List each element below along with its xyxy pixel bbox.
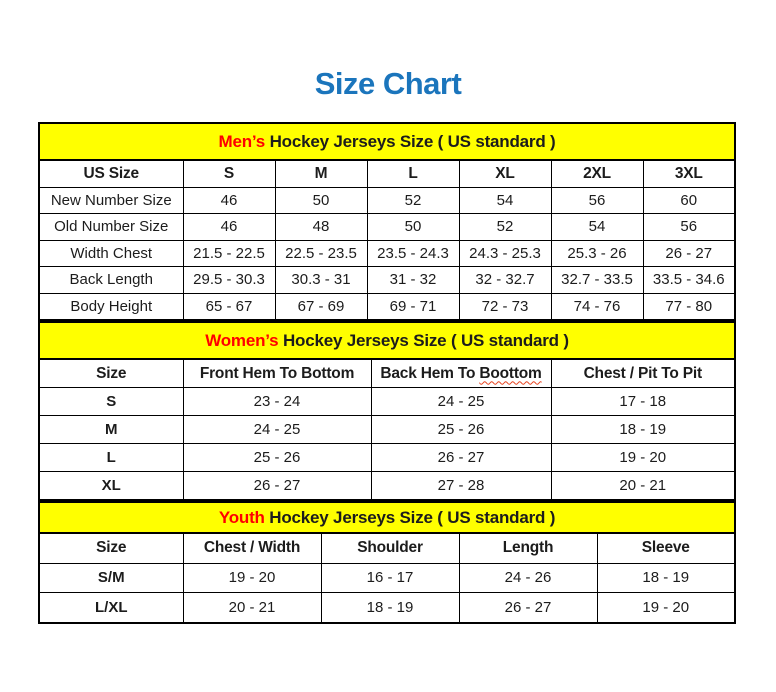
row-label: L/XL: [39, 593, 183, 623]
column-header: Shoulder: [321, 533, 459, 563]
size-cell: 18 - 19: [321, 593, 459, 623]
size-tables-container: [38, 122, 735, 624]
size-cell: 24 - 25: [371, 388, 551, 416]
size-cell: 19 - 20: [183, 563, 321, 593]
size-cell: 46: [183, 214, 275, 241]
mens-table-banner: [39, 123, 735, 160]
table-row: [39, 187, 735, 214]
size-cell: 29.5 - 30.3: [183, 267, 275, 294]
size-cell: 30.3 - 31: [275, 267, 367, 294]
row-label: New Number Size: [39, 187, 183, 214]
column-header: M: [275, 160, 367, 187]
page-title: Size Chart: [314, 66, 462, 101]
size-cell: 52: [459, 214, 551, 241]
mens-size-table: [38, 122, 736, 321]
column-header: L: [367, 160, 459, 187]
size-cell: 54: [459, 187, 551, 214]
size-cell: 26 - 27: [183, 472, 371, 501]
size-cell: 23.5 - 24.3: [367, 240, 459, 267]
size-cell: 67 - 69: [275, 293, 367, 320]
column-header: 2XL: [551, 160, 643, 187]
size-cell: 25 - 26: [371, 416, 551, 444]
size-cell: 65 - 67: [183, 293, 275, 320]
womens-banner-row: [39, 322, 735, 359]
youth-banner-highlight: Youth: [218, 507, 265, 527]
size-cell: 60: [643, 187, 735, 214]
youth-header-row: [39, 533, 735, 563]
size-cell: 52: [367, 187, 459, 214]
size-cell: 24 - 25: [183, 416, 371, 444]
size-cell: 20 - 21: [551, 472, 735, 501]
size-cell: 22.5 - 23.5: [275, 240, 367, 267]
column-header: XL: [459, 160, 551, 187]
size-cell: 19 - 20: [597, 593, 735, 623]
size-cell: 25.3 - 26: [551, 240, 643, 267]
row-label: S: [39, 388, 183, 416]
column-header: Length: [459, 533, 597, 563]
womens-banner-rest: Hockey Jerseys Size ( US standard ): [278, 330, 569, 350]
size-cell: 74 - 76: [551, 293, 643, 320]
size-cell: 56: [643, 214, 735, 241]
size-cell: 54: [551, 214, 643, 241]
size-cell: 26 - 27: [371, 444, 551, 472]
mens-header-row: [39, 160, 735, 187]
size-cell: 20 - 21: [183, 593, 321, 623]
table-row: [39, 472, 735, 501]
size-cell: 77 - 80: [643, 293, 735, 320]
table-row: [39, 267, 735, 294]
womens-header-row: [39, 359, 735, 388]
table-row: [39, 444, 735, 472]
youth-table-banner: [39, 502, 735, 533]
size-cell: 50: [275, 187, 367, 214]
column-header: Size: [39, 533, 183, 563]
column-header: Size: [39, 359, 183, 388]
column-header: US Size: [39, 160, 183, 187]
column-header: Sleeve: [597, 533, 735, 563]
womens-table-banner: [39, 322, 735, 359]
size-cell: 56: [551, 187, 643, 214]
misspelled-word-squiggle: Boottom: [479, 364, 542, 382]
row-label: M: [39, 416, 183, 444]
size-cell: 50: [367, 214, 459, 241]
size-cell: 48: [275, 214, 367, 241]
mens-banner-highlight: Men’s: [218, 131, 266, 151]
column-header: 3XL: [643, 160, 735, 187]
row-label: XL: [39, 472, 183, 501]
size-cell: 21.5 - 22.5: [183, 240, 275, 267]
row-label: S/M: [39, 563, 183, 593]
table-row: [39, 593, 735, 623]
size-cell: 25 - 26: [183, 444, 371, 472]
size-cell: 16 - 17: [321, 563, 459, 593]
row-label: Width Chest: [39, 240, 183, 267]
column-header: S: [183, 160, 275, 187]
row-label: L: [39, 444, 183, 472]
size-cell: 18 - 19: [551, 416, 735, 444]
mens-banner-row: [39, 123, 735, 160]
row-label: Back Length: [39, 267, 183, 294]
size-cell: 17 - 18: [551, 388, 735, 416]
size-cell: 26 - 27: [643, 240, 735, 267]
womens-banner-highlight: Women’s: [205, 330, 279, 350]
table-row: [39, 416, 735, 444]
size-cell: 32.7 - 33.5: [551, 267, 643, 294]
table-row: [39, 563, 735, 593]
size-cell: 33.5 - 34.6: [643, 267, 735, 294]
size-cell: 32 - 32.7: [459, 267, 551, 294]
size-cell: 24.3 - 25.3: [459, 240, 551, 267]
table-row: [39, 214, 735, 241]
table-row: [39, 388, 735, 416]
column-header: Front Hem To Bottom: [183, 359, 371, 388]
row-label: Old Number Size: [39, 214, 183, 241]
column-header-with-typo: [371, 359, 551, 388]
size-cell: 23 - 24: [183, 388, 371, 416]
row-label: Body Height: [39, 293, 183, 320]
mens-banner-rest: Hockey Jerseys Size ( US standard ): [265, 131, 556, 151]
size-cell: 46: [183, 187, 275, 214]
table-row: [39, 293, 735, 320]
size-cell: 24 - 26: [459, 563, 597, 593]
size-cell: 31 - 32: [367, 267, 459, 294]
womens-size-table: [38, 321, 736, 501]
table-row: [39, 240, 735, 267]
size-cell: 72 - 73: [459, 293, 551, 320]
youth-banner-rest: Hockey Jerseys Size ( US standard ): [264, 507, 556, 527]
size-cell: 26 - 27: [459, 593, 597, 623]
size-cell: 18 - 19: [597, 563, 735, 593]
column-header-prefix: Back Hem To: [380, 364, 480, 382]
column-header: Chest / Width: [183, 533, 321, 563]
size-cell: 69 - 71: [367, 293, 459, 320]
youth-size-table: [38, 501, 736, 624]
youth-banner-row: [39, 502, 735, 533]
size-cell: 19 - 20: [551, 444, 735, 472]
column-header: Chest / Pit To Pit: [551, 359, 735, 388]
size-cell: 27 - 28: [371, 472, 551, 501]
